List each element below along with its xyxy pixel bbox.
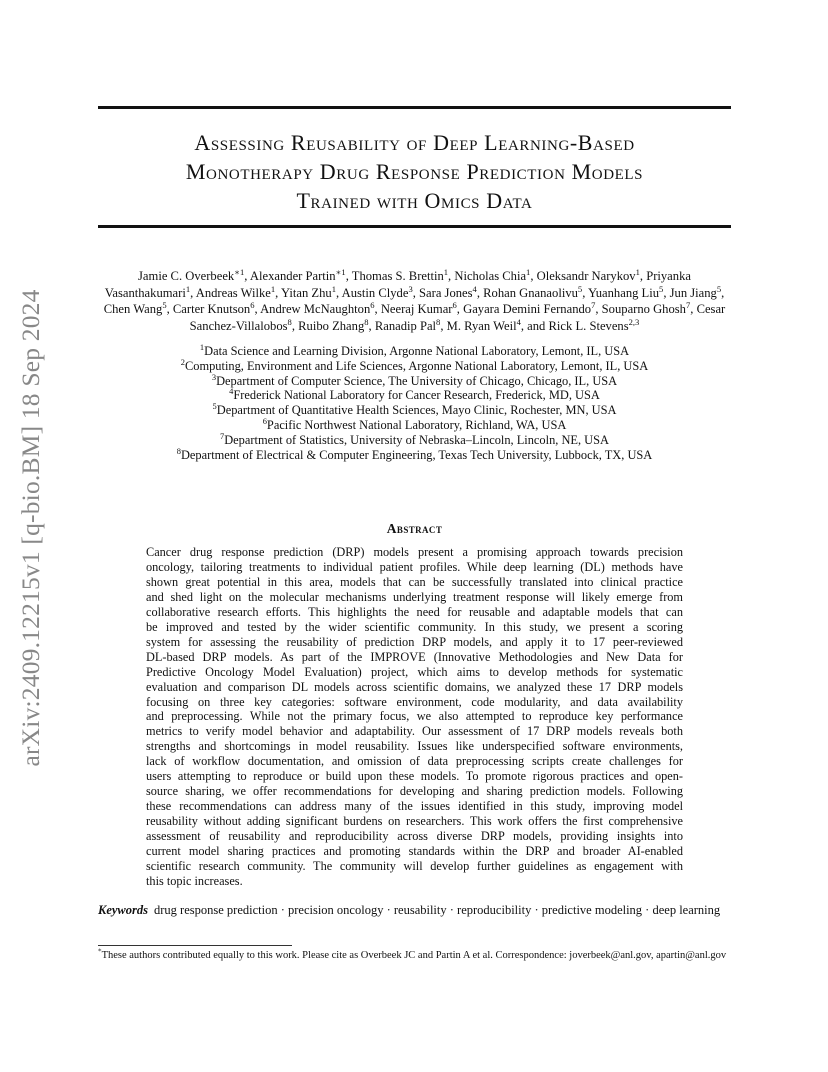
affiliation-line [98,415,731,433]
arxiv-identifier: arXiv:2409.12215v1 [q-bio.BM] 18 Sep 2024 [16,289,45,767]
author-separator: , [456,302,464,317]
footnote-mark: * [98,947,102,956]
author-affiliation-mark: 7 [685,300,691,310]
affiliation-text: Department of Statistics, University of Nebraska–Lincoln, Lincoln, NE, USA [224,432,609,447]
abstract-line: oncology, tailoring treatments to individual patient profiles. While deep learning (DL) methods have [146,559,683,574]
affiliation-text: Frederick National Laboratory for Cancer Research, Frederick, MD, USA [233,388,600,403]
title-rule-bottom [98,225,731,228]
affiliation-text: Department of Electrical & Computer Engineering, Texas Tech University, Lubbock, TX, USA [180,447,653,462]
author-affiliation-mark: 2,3 [628,316,640,327]
abstract-line: and preprocessing. While not the primary focus, we also attempted to reproduce key performance [146,709,683,724]
affiliation-text: Computing, Environment and Life Sciences, Argonne National Laboratory, Lemont, IL, USA [185,358,649,373]
abstract-line: evaluation and comparison DL models across scientific domains, we analyzed these 17 DRP models [146,679,683,694]
author-name: Andreas Wilke [195,285,271,300]
author-separator: , [166,302,173,317]
affiliation-number: 3 [211,371,217,382]
author-affiliation-mark: 7 [591,300,596,310]
footnote [98,949,731,963]
author-name: Austin Clyde [341,285,409,300]
author-name: Souparno Ghosh [601,302,686,317]
abstract-line: DL-based DRP models. As part of the IMPROVE (Innovative Methodologies and New Data for [146,649,683,664]
author-affiliation-mark: 8 [364,316,369,327]
author-separator: , [582,285,589,300]
author-affiliation-mark: 5 [659,283,664,294]
author-name: Nicholas Chia [454,269,527,283]
abstract-line: strengths and shortcomings in model reusability. Issues like underspecified software environments, [146,739,683,754]
author-separator: , [476,285,484,300]
affiliation-line [98,430,731,448]
author-name: Gayara Demini Fernando [463,302,592,317]
keywords [98,903,731,918]
author-separator: , [291,318,299,333]
abstract-line: users attempting to reproduce or build upon these models. To promote rigorous practices and open- [146,769,683,784]
abstract-line: these recommendations can address many of the issues identified in this study, improving model [146,799,683,814]
author-name: Yuanhang Liu [588,285,660,300]
paper-title [98,128,731,215]
author-name: Ruibo Zhang [298,318,365,333]
abstract-line: metrics to verify model behavior and adaptability. Our assessment of 17 DRP models reveals both [146,724,683,739]
author-name: Jun Jiang [669,285,717,300]
abstract-heading: Abstract [386,521,443,536]
author-name: Rohan Gnanaolivu [483,285,578,300]
author-affiliation-mark: 4 [516,316,521,327]
abstract-line: shown great potential in this area, models that can be successfully translated into clinical practice [146,574,683,589]
abstract-line: focusing on three key categories: software environment, code modularity, and data availability [146,694,683,709]
author-separator: , [663,285,670,300]
author-affiliation-mark: 6 [370,300,375,310]
author-separator: , [275,285,281,300]
author-name: Cesar Sanchez-Villalobos [189,302,726,333]
author-affiliation-mark: ∗1 [335,266,346,277]
affiliation-line [98,356,731,374]
author-affiliation-mark: 1 [185,283,191,294]
author-separator: , [440,318,447,333]
author-separator: , [254,302,261,317]
affiliation-text: Department of Quantitative Health Sciences, Mayo Clinic, Rochester, MN, USA [216,403,617,418]
affiliation-number: 7 [220,430,225,441]
affiliation-list [98,341,731,462]
author-separator: , [448,269,455,283]
author-name: Priyanka Vasanthakumari [104,269,691,300]
affiliation-text: Pacific Northwest National Laboratory, Richland, WA, USA [266,417,567,432]
title-line: Monotherapy Drug Response Prediction Models [185,159,644,184]
abstract-line: lack of workflow documentation, and omission of data preprocessing scripts create challenges for [146,754,683,769]
abstract-line: scientific research community. The community will develop further guidelines as engagement with [146,859,683,874]
author-affiliation-mark: 4 [472,283,477,294]
author-affiliation-mark: 5 [577,283,583,294]
author-separator: , and [520,318,549,333]
affiliation-number: 2 [180,356,186,367]
affiliation-text: Department of Computer Science, The University of Chicago, Chicago, IL, USA [216,373,618,388]
author-name: Sara Jones [419,285,473,300]
abstract-line: assessment of reusability and reproducibility across diverse DRP models, providing insights into [146,829,683,844]
author-affiliation-mark: ∗1 [234,266,245,277]
author-name: Oleksandr Narykov [536,269,636,283]
author-separator: , [721,285,725,300]
author-name: Alexander Partin [249,269,336,283]
affiliation-number: 5 [212,401,217,412]
abstract-line: collaborative research efforts. This highlights the need for reusable and adaptable models that can [146,604,683,619]
footnote-rule [98,945,292,946]
title-rule-top [98,106,731,109]
author-separator: , [639,269,647,283]
affiliation-number: 6 [262,415,267,426]
abstract-line: source sharing, we offer recommendations for developing and sharing prediction models. Following [146,784,683,799]
author-affiliation-mark: 1 [635,266,640,277]
affiliation-line [98,341,731,359]
author-separator: , [190,285,196,300]
affiliation-line [98,371,731,389]
abstract-line: current model sharing practices and promoting standards within the DRP and broader AI-enabled [146,844,683,859]
arxiv-sidebar [14,268,48,788]
affiliation-text: Data Science and Learning Division, Argonne National Laboratory, Lemont, IL, USA [204,344,630,358]
abstract-line: be improved and tested by the wider scientific community. In this study, we present a scoring [146,619,683,634]
author-name: M. Ryan Weil [446,318,517,333]
keywords-text: drug response prediction · precision oncology · reusability · reproducibility · predictive modeling · deep learning [154,903,721,917]
keywords-label: Keywords [98,903,148,917]
author-separator: , [336,285,342,300]
author-affiliation-mark: 8 [287,316,292,327]
author-name: Neeraj Kumar [380,302,453,317]
author-affiliation-mark: 5 [716,283,722,294]
abstract-line: Cancer drug response prediction (DRP) models present a promising approach towards precision [146,545,683,559]
author-separator: , [345,269,352,283]
affiliation-number: 8 [176,445,181,456]
author-name: Jamie C. Overbeek [138,269,235,283]
author-list [98,268,731,334]
title-line: Trained with Omics Data [296,188,533,213]
abstract-body [146,545,683,889]
author-separator: , [530,269,537,283]
author-separator: , [374,302,381,317]
author-name: Yitan Zhu [281,285,332,300]
author-affiliation-mark: 1 [331,283,337,294]
affiliation-number: 4 [229,386,234,397]
author-affiliation-mark: 8 [436,316,441,327]
author-name: Rick L. Stevens [548,318,629,333]
author-separator: , [412,285,420,300]
abstract-line: Predictive Oncology Model Evaluation) project, which aims to develop methods for systematic [146,664,683,679]
affiliation-line [98,403,731,418]
abstract-line: this topic increases. [146,873,243,888]
author-affiliation-mark: 3 [408,283,413,294]
author-separator: , [368,318,375,333]
author-separator: , [595,302,602,317]
author-affiliation-mark: 1 [526,266,531,277]
author-separator: , [690,302,697,317]
abstract-line: reusability without adding significant burdens on researchers. This work offers the first comprehensive [146,814,683,829]
affiliation-number: 1 [199,341,205,352]
author-affiliation-mark: 5 [162,300,167,310]
author-name: Thomas S. Brettin [351,269,444,283]
affiliation-line [98,388,731,403]
author-name: Andrew McNaughton [260,302,371,317]
author-name: Chen Wang [103,302,163,317]
title-line: Assessing Reusability of Deep Learning-Based [194,130,635,155]
affiliation-line [98,445,731,463]
author-affiliation-mark: 1 [270,283,276,294]
author-separator: , [244,269,250,283]
author-affiliation-mark: 6 [452,300,457,310]
author-affiliation-mark: 1 [443,266,449,277]
abstract-line: and shed light on the molecular mechanisms underlying treatment response will likely emerge from [146,589,683,604]
author-name: Carter Knutson [172,302,251,317]
footnote-text: These authors contributed equally to this work. Please cite as Overbeek JC and Partin A et al. Correspondence: joverbeek@anl.gov, apartin@anl.gov [101,950,727,961]
author-name: Ranadip Pal [374,318,437,333]
author-affiliation-mark: 6 [250,300,255,310]
abstract-line: system for assessing the reusability of prediction DRP models, and apply it to 17 peer-reviewed [146,634,683,649]
